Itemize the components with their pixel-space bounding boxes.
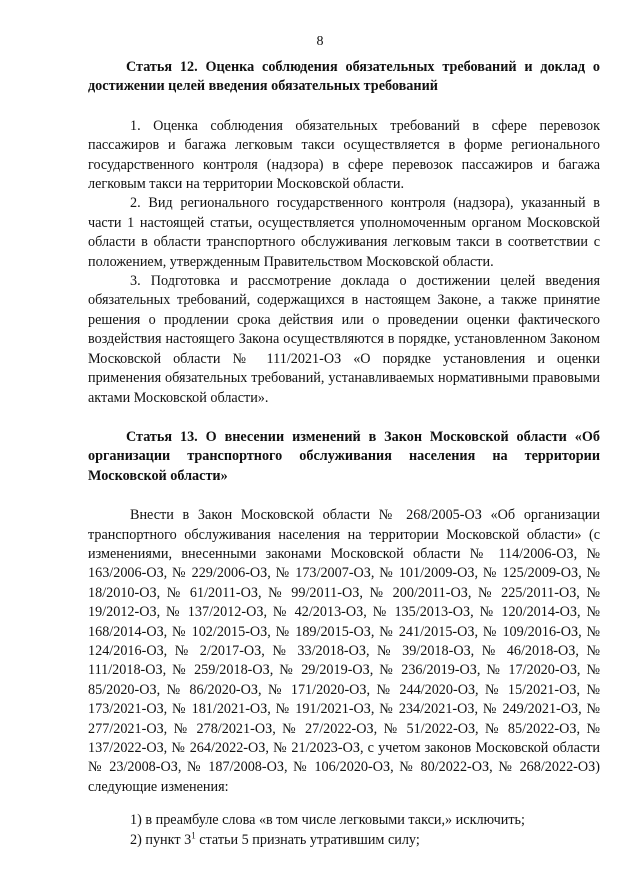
list-item-2 xyxy=(88,831,600,850)
article-12-paragraph-3: 3. Подготовка и рассмотрение доклада о достижении целей введения обязательных требований, содержащихся в настоящем Законе, а также принятие решения о продлении срока действия или о проведении оценки фактического воздействия настоящего Закона осуществляются в порядке, установленном Законом Московской области № 111/2021-ОЗ «О порядке установления и оценки применения обязательных требований, устанавливаемых нормативными правовыми актами Московской области». xyxy=(88,273,600,406)
list-item-1: 1) в преамбуле слова «в том числе легковыми такси,» исключить; xyxy=(130,812,525,829)
article-13-title-text: Статья 13. О внесении изменений в Закон Московской области «Об организации транспортного обслуживания населения на территории Московской области» xyxy=(88,428,600,484)
article-13-title xyxy=(88,428,600,486)
article-12-paragraph-1: 1. Оценка соблюдения обязательных требований в сфере перевозок пассажиров и багажа легковым такси осуществляется в форме регионального государственного контроля (надзора) в сфере перевозок пассажиров и багажа легковым такси на территории Московской области. xyxy=(88,117,600,193)
list-item-2-start: 2) пункт 3 xyxy=(130,831,192,848)
list-item-2-superscript: 1 xyxy=(191,829,196,840)
list-item-2-end: статьи 5 признать утратившим силу; xyxy=(195,831,420,848)
page-number: 8 xyxy=(316,34,324,49)
article-12-title-text: Статья 12. Оценка соблюдения обязательных требований и доклад о достижении целей введения обязательных требований xyxy=(88,59,600,95)
article-12-paragraph-2: 2. Вид регионального государственного контроля (надзора), указанный в части 1 настоящей статьи, осуществляется уполномоченным органом Московской области в области транспортного обслуживания легковым такси в соответствии с положением, утвержденным Правительством Московской области. xyxy=(88,195,600,270)
article-13-intro: Внести в Закон Московской области № 268/2005-ОЗ «Об организации транспортного обслуживания населения на территории Московской области» (с изменениями, внесенными законами Московской области № 114/2006-ОЗ, № 163/2006-ОЗ, № 229/2006-ОЗ, № 173/2007-ОЗ, № 101/2009-ОЗ, № 125/2009-ОЗ, № 18/2010-ОЗ, № 61/2011-ОЗ, № 99/2011-ОЗ, № 200/2011-ОЗ, № 225/2011-ОЗ, № 19/2012-ОЗ, № 137/2012-ОЗ, № 42/2013-ОЗ, № 135/2013-ОЗ, № 120/2014-ОЗ, № 168/2014-ОЗ, № 102/2015-ОЗ, № 189/2015-ОЗ, № 241/2015-ОЗ, № 109/2016-ОЗ, № 124/2016-ОЗ, № 2/2017-ОЗ, № 33/2018-ОЗ, № 39/2018-ОЗ, № 46/2018-ОЗ, № 111/2018-ОЗ, № 259/2018-ОЗ, № 29/2019-ОЗ, № 236/2019-ОЗ, № 17/2020-ОЗ, № 85/2020-ОЗ, № 86/2020-ОЗ, № 171/2020-ОЗ, № 244/2020-ОЗ, № 15/2021-ОЗ, № 173/2021-ОЗ, № 181/2021-ОЗ, № 191/2021-ОЗ, № 234/2021-ОЗ, № 249/2021-ОЗ, № 277/2021-ОЗ, № 278/2021-ОЗ, № 27/2022-ОЗ, № 51/2022-ОЗ, № 85/2022-ОЗ, № 137/2022-ОЗ, № 264/2022-ОЗ, № 21/2023-ОЗ, с учетом законов Московской области № 23/2008-ОЗ, № 187/2008-ОЗ, № 106/2020-ОЗ, № 80/2022-ОЗ, № 268/2022-ОЗ) следующие изменения: xyxy=(88,507,600,795)
article-12-title xyxy=(88,58,600,97)
document-body xyxy=(88,58,600,850)
